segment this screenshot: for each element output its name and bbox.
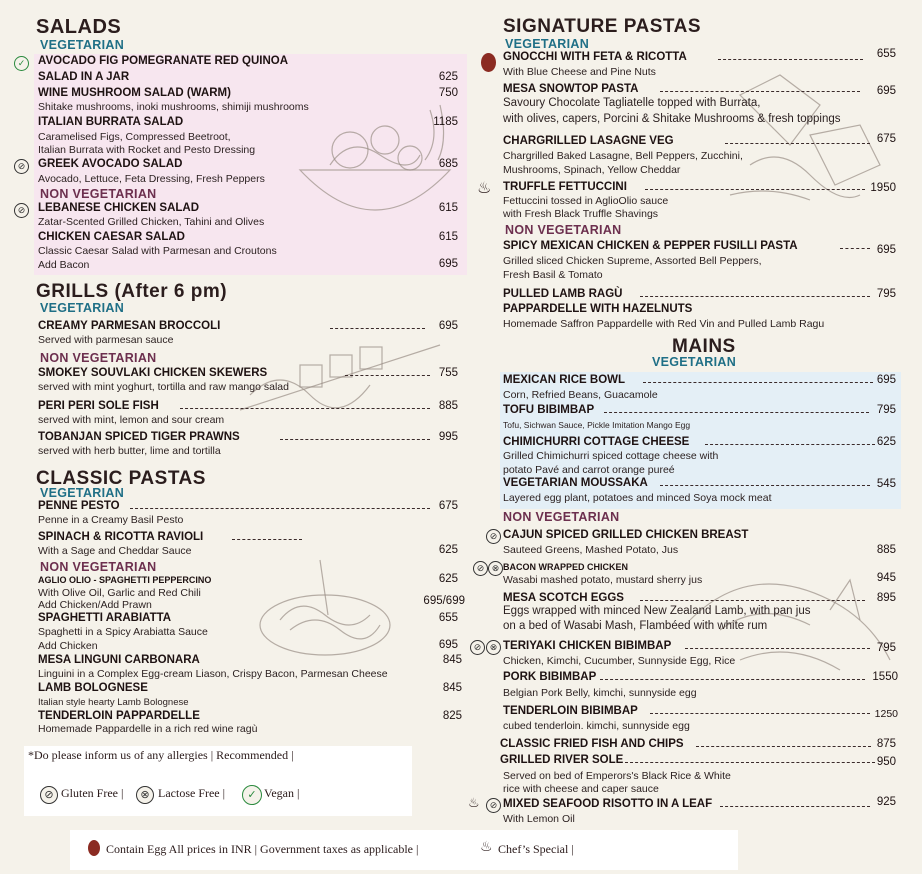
- signature-item-desc: Savoury Chocolate Tagliatelle topped with Burrata,: [503, 97, 761, 109]
- egg-icon: [88, 840, 100, 856]
- salad-item-name: ITALIAN BURRATA SALAD: [38, 116, 184, 128]
- vegan-label: Vegan |: [264, 786, 300, 800]
- salad-item-desc: Caramelised Figs, Compressed Beetroot,: [38, 131, 231, 143]
- price-leader: [604, 412, 869, 413]
- classic-title: CLASSIC PASTAS: [36, 468, 206, 489]
- chef-hat-icon: ♨: [480, 838, 493, 854]
- price-leader: [180, 408, 430, 409]
- pasta-item-price: 625: [438, 544, 458, 556]
- price-leader: [645, 189, 865, 190]
- mains-item-name: BACON WRAPPED CHICKEN: [503, 562, 629, 572]
- egg-icon: [481, 53, 496, 72]
- grills-nonveg-label: NON VEGETARIAN: [40, 351, 157, 365]
- pasta-item-price: 845: [442, 654, 462, 666]
- mains-item-desc: Grilled Chimichurri spiced cottage cheese with: [503, 450, 719, 462]
- gluten-free-icon: ⊘: [14, 159, 29, 174]
- grill-item-desc: served with herb butter, lime and tortilla: [38, 445, 221, 457]
- gluten-free-icon: ⊘: [486, 798, 501, 813]
- grill-item-name: TOBANJAN SPICED TIGER PRAWNS: [38, 431, 240, 443]
- pasta-plate-sketch: [250, 555, 400, 665]
- signature-item-price: 695: [876, 85, 896, 97]
- gluten-free-icon: ⊘: [470, 640, 485, 655]
- price-leader: [720, 806, 870, 807]
- signature-item-name: TRUFFLE FETTUCCINI: [503, 181, 627, 193]
- signature-item-desc: Homemade Saffron Pappardelle with Red Vin and Pulled Lamb Ragu: [503, 318, 825, 330]
- price-leader: [718, 59, 863, 60]
- salad-item-price: 625: [438, 71, 458, 83]
- mains-item-price: 895: [876, 592, 896, 604]
- signature-item-desc: with Fresh Black Truffle Shavings: [503, 208, 659, 220]
- signature-item-name: SPICY MEXICAN CHICKEN & PEPPER FUSILLI PASTA: [503, 240, 798, 252]
- mains-item-price: 545: [876, 478, 896, 490]
- mains-item-price: 950: [876, 756, 896, 768]
- pasta-item-addon: Add Chicken/Add Prawn: [38, 599, 152, 611]
- signature-item-name: CHARGRILLED LASAGNE VEG: [503, 135, 674, 147]
- grill-item-desc: Served with parmesan sauce: [38, 334, 174, 346]
- signature-item-name: PAPPARDELLE WITH HAZELNUTS: [503, 303, 693, 315]
- price-leader: [660, 91, 860, 92]
- pasta-item-name: SPINACH & RICOTTA RAVIOLI: [38, 531, 204, 543]
- mains-item-desc: Wasabi mashed potato, mustard sherry jus: [503, 574, 703, 586]
- signature-item-name: GNOCCHI WITH FETA & RICOTTA: [503, 51, 687, 63]
- mains-item-price: 945: [876, 572, 896, 584]
- pasta-item-name: TENDERLOIN PAPPARDELLE: [38, 710, 200, 722]
- lactose-free-icon: ⊗: [486, 640, 501, 655]
- pasta-item-price: 845: [442, 682, 462, 694]
- signature-item-desc: Fresh Basil & Tomato: [503, 269, 603, 281]
- gluten-free-icon: ⊘: [14, 203, 29, 218]
- grill-item-desc: served with mint, lemon and sour cream: [38, 414, 225, 426]
- signature-item-price: 695: [876, 244, 896, 256]
- salad-item-desc: Avocado, Lettuce, Feta Dressing, Fresh Peppers: [38, 173, 265, 185]
- pasta-item-desc: Italian style hearty Lamb Bolognese: [38, 697, 189, 708]
- lactose-free-label: Lactose Free |: [158, 786, 226, 800]
- mains-item-name: MIXED SEAFOOD RISOTTO IN A LEAF: [503, 798, 713, 810]
- signature-nonveg-label: NON VEGETARIAN: [505, 223, 622, 237]
- signature-item-price: 675: [876, 133, 896, 145]
- mains-item-desc: With Lemon Oil: [503, 813, 575, 825]
- pasta-item-price: 695/699: [423, 595, 465, 607]
- classic-veg-label: VEGETARIAN: [40, 486, 125, 500]
- price-leader: [600, 679, 865, 680]
- salad-item-desc: Classic Caesar Salad with Parmesan and Croutons: [38, 245, 277, 257]
- pasta-item-price: 625: [438, 573, 458, 585]
- price-leader: [640, 600, 865, 601]
- grills-veg-label: VEGETARIAN: [40, 301, 125, 315]
- salad-item-price: 615: [438, 231, 458, 243]
- gluten-free-label: Gluten Free |: [61, 786, 124, 800]
- classic-nonveg-label: NON VEGETARIAN: [40, 560, 157, 574]
- allergy-note: *Do please inform us of any allergies | Recommended |: [28, 748, 294, 762]
- price-leader: [685, 648, 870, 649]
- chef-special-label: Chef’s Special |: [498, 842, 574, 856]
- price-leader: [345, 375, 430, 376]
- lactose-free-icon: ⊗: [488, 561, 503, 576]
- grill-item-price: 885: [438, 400, 458, 412]
- mains-item-name: CHIMICHURRI COTTAGE CHEESE: [503, 436, 690, 448]
- salad-item-price: 750: [438, 87, 458, 99]
- egg-price-note: Contain Egg All prices in INR | Government taxes as applicable |: [106, 842, 419, 856]
- price-leader: [232, 539, 302, 540]
- mains-item-desc: rice with cheese and caper sauce: [503, 783, 659, 795]
- mains-item-name: VEGETARIAN MOUSSAKA: [503, 477, 648, 489]
- salad-item-desc: Shitake mushrooms, inoki mushrooms, shimiji mushrooms: [38, 101, 309, 113]
- price-leader: [643, 382, 873, 383]
- mains-item-name: CAJUN SPICED GRILLED CHICKEN BREAST: [503, 529, 749, 541]
- chef-hat-icon: ♨: [468, 795, 480, 810]
- grills-title: GRILLS (After 6 pm): [36, 281, 228, 302]
- salad-item-price: 695: [438, 258, 458, 270]
- mains-item-price: 885: [876, 544, 896, 556]
- gluten-free-icon: ⊘: [40, 786, 58, 804]
- salad-item-desc: Italian Burrata with Rocket and Pesto Dressing: [38, 144, 256, 156]
- mains-item-price: 795: [876, 404, 896, 416]
- pasta-item-desc: Spaghetti in a Spicy Arabiatta Sauce: [38, 626, 208, 638]
- grill-item-name: PERI PERI SOLE FISH: [38, 400, 159, 412]
- gluten-free-icon: ⊘: [473, 561, 488, 576]
- signature-item-desc: Chargrilled Baked Lasagne, Bell Peppers, Zucchini,: [503, 150, 743, 162]
- price-leader: [705, 444, 875, 445]
- salad-item-name: AVOCADO FIG POMEGRANATE RED QUINOA: [38, 55, 289, 67]
- mains-item-desc: Corn, Refried Beans, Guacamole: [503, 389, 658, 401]
- signature-item-price: 795: [876, 288, 896, 300]
- salad-item-addon: Add Bacon: [38, 259, 90, 271]
- pasta-item-name: PENNE PESTO: [38, 500, 120, 512]
- pasta-item-price: 695: [438, 639, 458, 651]
- pasta-item-price: 825: [442, 710, 462, 722]
- pasta-item-addon: Add Chicken: [38, 640, 98, 652]
- pasta-item-desc: Penne in a Creamy Basil Pesto: [38, 514, 184, 526]
- salad-item-name: GREEK AVOCADO SALAD: [38, 158, 183, 170]
- mains-item-name: MESA SCOTCH EGGS: [503, 592, 624, 604]
- price-leader: [280, 439, 430, 440]
- signature-item-desc: Grilled sliced Chicken Supreme, Assorted Bell Peppers,: [503, 255, 762, 267]
- mains-item-name: TOFU BIBIMBAP: [503, 404, 595, 416]
- grill-item-desc: served with mint yoghurt, tortilla and raw mango salad: [38, 381, 289, 393]
- salad-item-price: 615: [438, 202, 458, 214]
- mains-item-price: 625: [876, 436, 896, 448]
- mains-item-desc: on a bed of Wasabi Mash, Flambéed with white rum: [503, 620, 768, 632]
- mains-item-name: CLASSIC FRIED FISH AND CHIPS: [500, 738, 684, 750]
- gluten-free-icon: ⊘: [486, 529, 501, 544]
- skewer-sketch: [230, 335, 450, 425]
- pasta-item-name: SPAGHETTI ARABIATTA: [38, 612, 172, 624]
- signature-title: SIGNATURE PASTAS: [503, 16, 702, 37]
- mains-item-desc: Layered egg plant, potatoes and minced Soya mock meat: [503, 492, 772, 504]
- salad-item-name: SALAD IN A JAR: [38, 71, 130, 83]
- vegan-icon: ✓: [242, 785, 262, 805]
- mains-item-desc: Sauteed Greens, Mashed Potato, Jus: [503, 544, 679, 556]
- lactose-free-icon: ⊗: [136, 786, 154, 804]
- pasta-item-name: LAMB BOLOGNESE: [38, 682, 148, 694]
- signature-item-desc: Mushrooms, Spinach, Yellow Cheddar: [503, 164, 681, 176]
- mains-veg-label: VEGETARIAN: [652, 355, 737, 369]
- mains-item-desc: Tofu, Sichwan Sauce, Pickle Imitation Mango Egg: [503, 420, 691, 430]
- pasta-item-name: AGLIO OLIO - SPAGHETTI PEPPERCINO: [38, 575, 212, 585]
- mains-item-name: TENDERLOIN BIBIMBAP: [503, 705, 638, 717]
- pasta-item-price: 675: [438, 500, 458, 512]
- mains-item-desc: Served on bed of Emperors's Black Rice & White: [503, 770, 731, 782]
- mains-item-desc: Eggs wrapped with minced New Zealand Lamb, with pan jus: [503, 605, 811, 617]
- salad-item-name: WINE MUSHROOM SALAD (WARM): [38, 87, 231, 99]
- signature-item-desc: With Blue Cheese and Pine Nuts: [503, 66, 656, 78]
- salad-item-name: LEBANESE CHICKEN SALAD: [38, 202, 200, 214]
- pasta-item-price: 655: [438, 612, 458, 624]
- mains-item-price: 875: [876, 738, 896, 750]
- mains-item-desc: Belgian Pork Belly, kimchi, sunnyside egg: [503, 687, 697, 699]
- pasta-item-desc: Homemade Pappardelle in a rich red wine ragù: [38, 723, 258, 735]
- mains-item-desc: cubed tenderloin. kimchi, sunnyside egg: [503, 720, 690, 732]
- mains-item-price: 1550: [872, 671, 898, 683]
- signature-item-name: MESA SNOWTOP PASTA: [503, 83, 639, 95]
- grill-item-name: CREAMY PARMESAN BROCCOLI: [38, 320, 221, 332]
- pasta-item-desc: Linguini in a Complex Egg-cream Liason, Crispy Bacon, Parmesan Cheese: [38, 668, 388, 680]
- signature-item-name: PULLED LAMB RAGÙ: [503, 288, 623, 300]
- mains-nonveg-label: NON VEGETARIAN: [503, 510, 620, 524]
- mains-item-name: MEXICAN RICE BOWL: [503, 374, 626, 386]
- mains-title: MAINS: [672, 336, 736, 357]
- price-leader: [725, 143, 870, 144]
- price-leader: [130, 508, 430, 509]
- salads-veg-label: VEGETARIAN: [40, 38, 125, 52]
- grill-item-name: SMOKEY SOUVLAKI CHICKEN SKEWERS: [38, 367, 268, 379]
- grill-item-price: 755: [438, 367, 458, 379]
- chef-hat-icon: ♨: [477, 180, 492, 197]
- mains-item-price: 1250: [874, 708, 898, 720]
- salads-nonveg-label: NON VEGETARIAN: [40, 187, 157, 201]
- mains-item-desc: Chicken, Kimchi, Cucumber, Sunnyside Egg, Rice: [503, 655, 736, 667]
- mains-item-desc: potato Pavé and carrot orange pureé: [503, 464, 675, 476]
- signature-item-price: 655: [876, 48, 896, 60]
- price-leader: [625, 762, 875, 763]
- mains-item-name: GRILLED RIVER SOLE: [500, 754, 624, 766]
- mains-item-price: 925: [876, 796, 896, 808]
- salad-item-desc: Zatar-Scented Grilled Chicken, Tahini and Olives: [38, 216, 265, 228]
- grill-item-price: 695: [438, 320, 458, 332]
- pasta-item-desc: With a Sage and Cheddar Sauce: [38, 545, 192, 557]
- salad-item-price: 685: [438, 158, 458, 170]
- price-leader: [660, 485, 870, 486]
- signature-item-desc: with olives, capers, Porcini & Shitake Mushrooms & fresh toppings: [503, 113, 841, 125]
- pasta-item-name: MESA LINGUNI CARBONARA: [38, 654, 200, 666]
- salads-title: SALADS: [36, 16, 122, 38]
- signature-item-desc: Fettuccini tossed in AglioOlio sauce: [503, 195, 669, 207]
- salad-item-price: 1185: [433, 116, 458, 128]
- price-leader: [640, 296, 870, 297]
- vegan-icon: ✓: [14, 56, 29, 71]
- pasta-item-desc: With Olive Oil, Garlic and Red Chili: [38, 587, 201, 599]
- mains-item-price: 695: [876, 374, 896, 386]
- mains-item-name: TERIYAKI CHICKEN BIBIMBAP: [503, 640, 672, 652]
- salad-item-name: CHICKEN CAESAR SALAD: [38, 231, 185, 243]
- price-leader: [650, 713, 870, 714]
- price-leader: [330, 328, 425, 329]
- mains-item-price: 795: [876, 642, 896, 654]
- signature-item-price: 1950: [870, 182, 896, 194]
- mains-item-name: PORK BIBIMBAP: [503, 671, 597, 683]
- price-leader: [696, 746, 871, 747]
- grill-item-price: 995: [438, 431, 458, 443]
- signature-veg-label: VEGETARIAN: [505, 37, 590, 51]
